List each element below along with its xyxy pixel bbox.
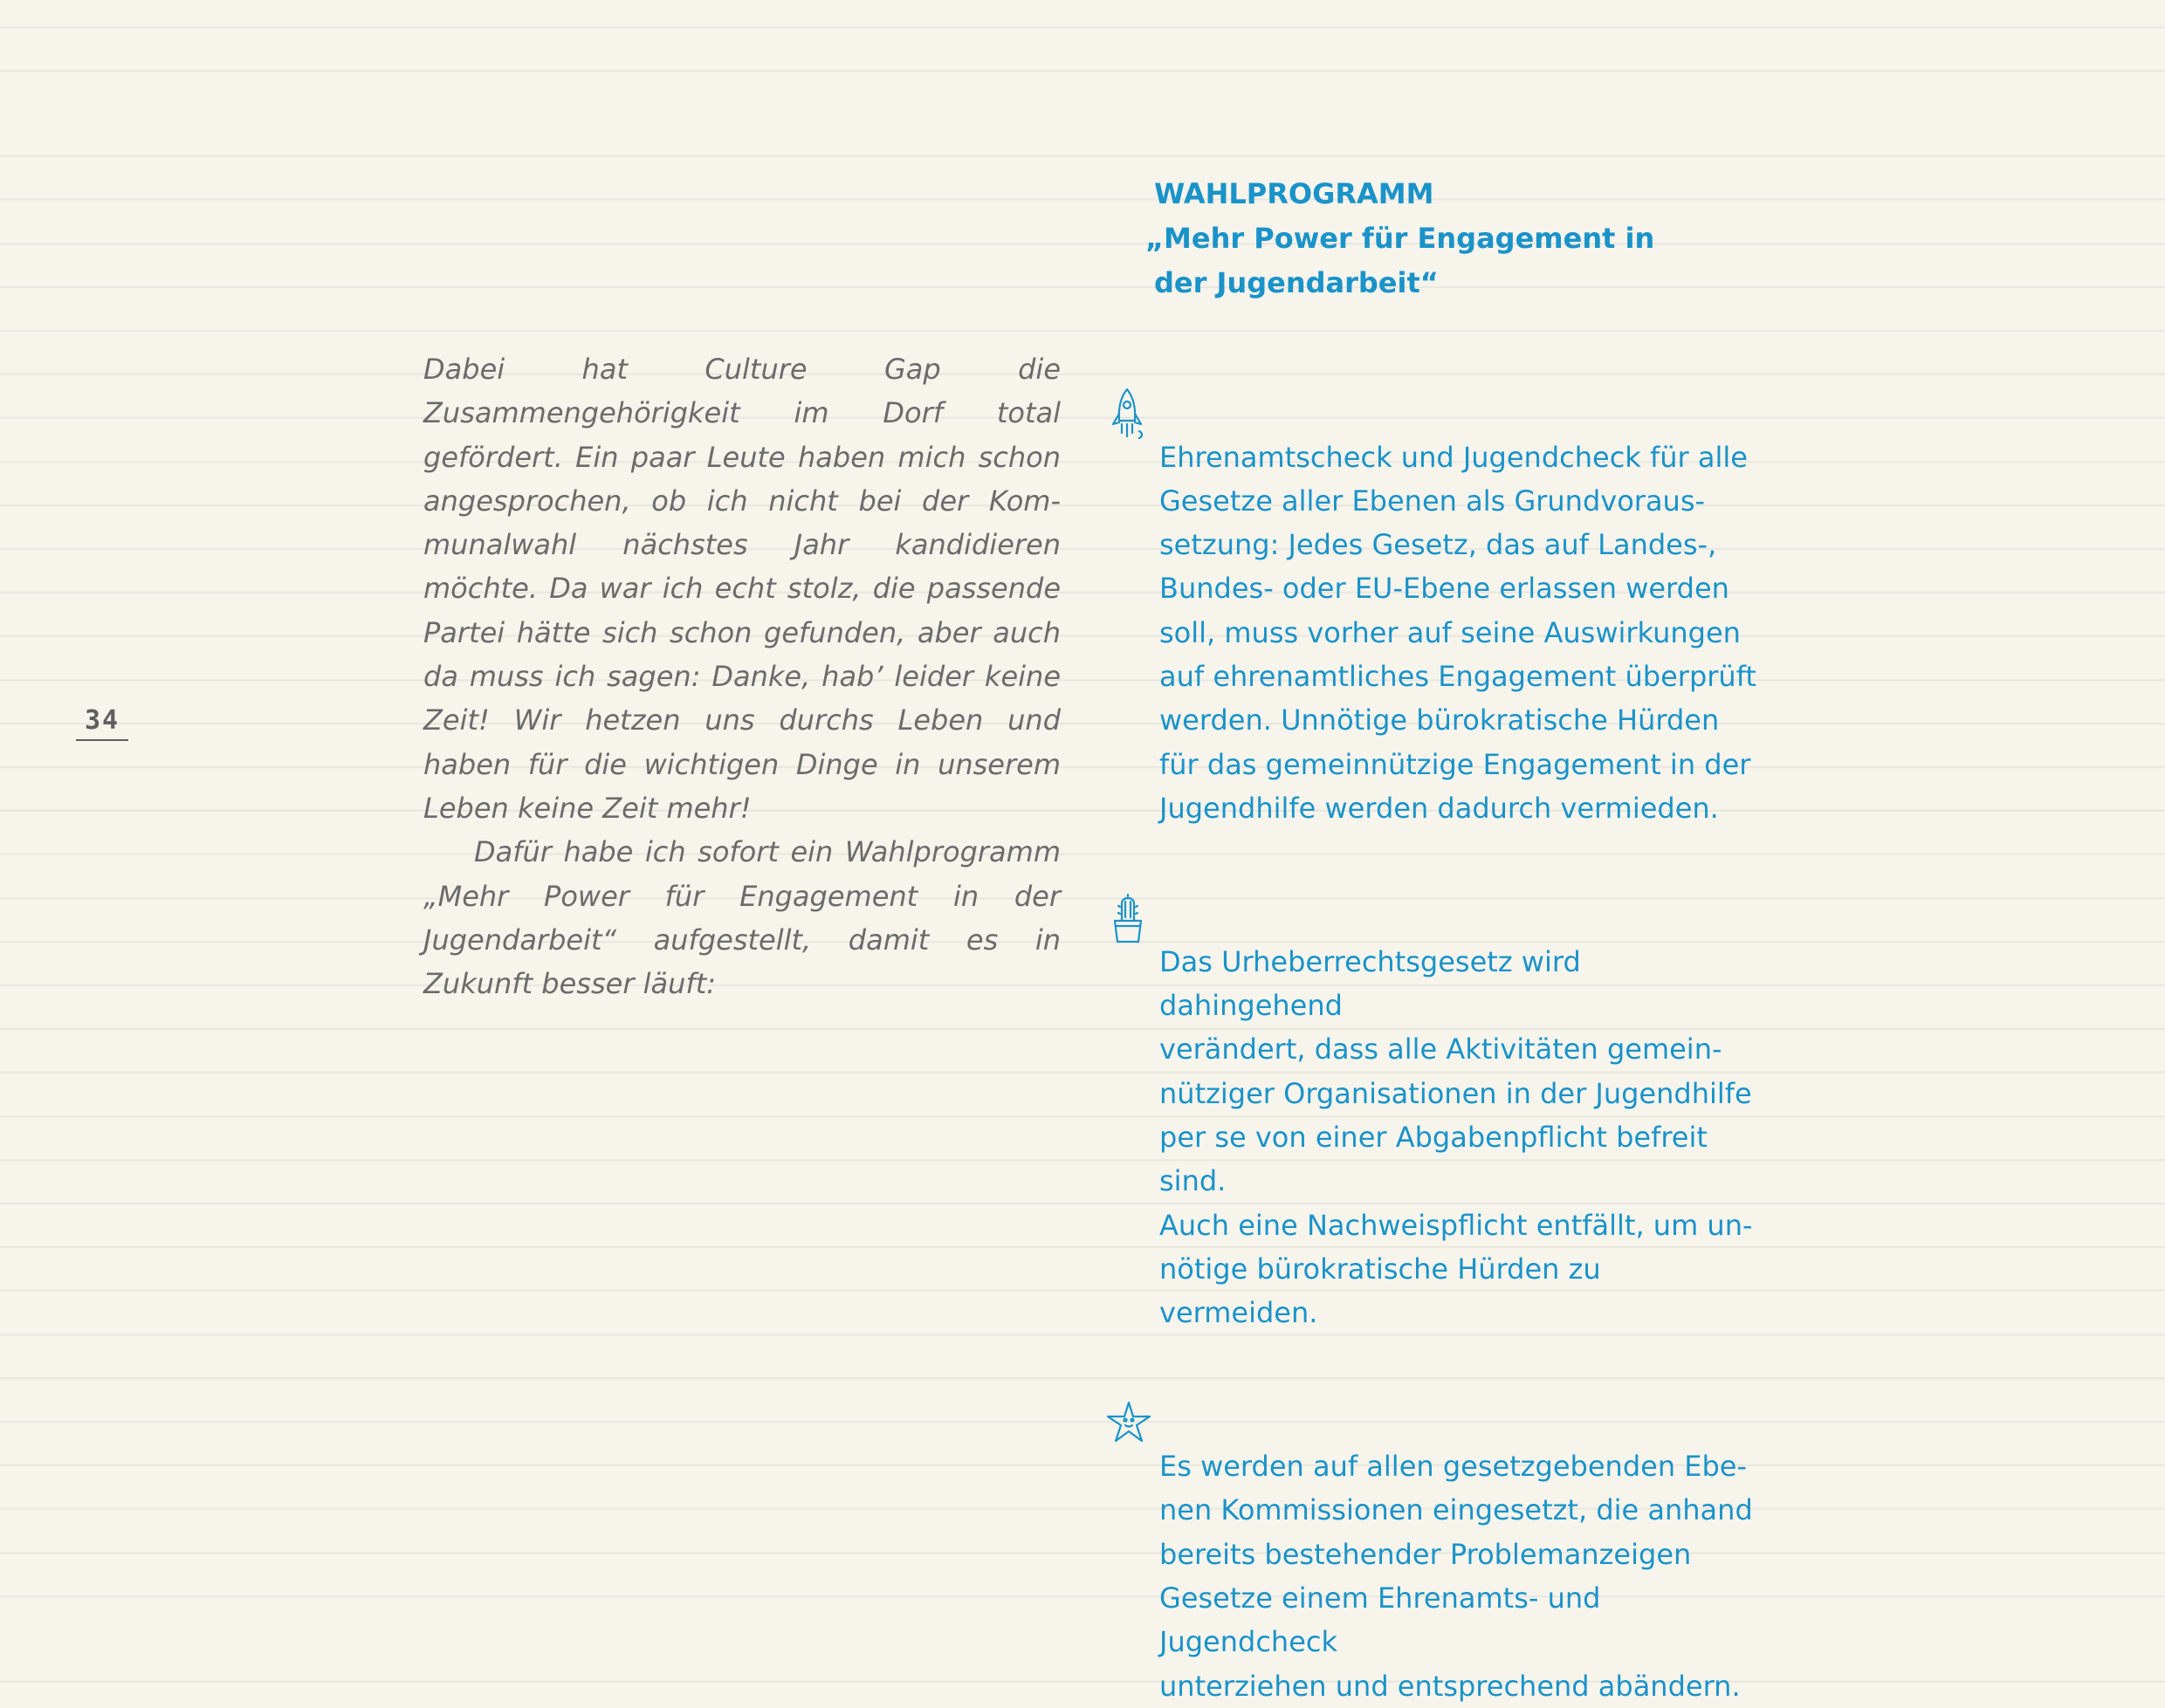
program-item-text: Das Urheberrechtsgesetz wird dahingehend verändert, dass alle Aktivitäten gemein- nütziger Organisationen in der Jugendhilfe per se von einer Abgabenpflicht befreit sind. Auch eine Nachweispflicht entfällt, um un- nötige bürokratische Hürden zu vermeiden. [1159,944,1753,1330]
program-title-line-1: „Mehr Power für Engagement in [1145,222,1655,255]
star-icon [1104,1352,1153,1408]
page-number: 34 [76,705,128,741]
program-title [1145,172,1695,305]
program-heading: WAHLPROGRAMM [1154,177,1434,210]
program-item-text: Ehrenamtscheck und Jugendcheck für alle Gesetze aller Ebenen als Grundvoraus- setzung: Jedes Gesetz, das auf Landes-, Bundes- oder EU-Ebene erlassen werden soll, muss vorher auf seine Auswirkungen auf ehrenamtliches Engagement überprüft werden. Unnötige bürokratische Hürden für das gemeinnützige Engagement in der Jugendhilfe werden dadurch vermieden. [1159,440,1756,825]
program-list [1104,347,1768,1708]
program-item-text: Es werden auf allen gesetzgebenden Ebe- nen Kommissionen eingesetzt, die anhand bereits bestehender Problemanzeigen Gesetze einem Ehrenamts- und Jugendcheck unterziehen und entsprechend abändern. [1159,1450,1753,1703]
program-item [1104,347,1768,830]
program-title-line-2: der Jugendarbeit“ [1154,266,1439,299]
rocket-icon [1104,342,1153,398]
program-item [1104,852,1768,1334]
story-text [423,347,1061,1005]
program-item [1104,1357,1768,1708]
cactus-pot-icon [1104,847,1153,902]
story-paragraph-2: Dafür habe ich sofort ein Wahlprogramm „Mehr Power für Engagement in der Jugendarbeit“ aufgestellt, damit es in Zukunft besser läuft: [423,835,1061,1001]
story-paragraph-1: Dabei hat Culture Gap die Zusammengehörigkeit im Dorf total gefördert. Ein paar Leute haben mich schon angesprochen, ob ich nicht bei der Kommunalwahl nächstes Jahr kandidieren möchte. Da war ich echt stolz, die passende Partei hätte sich schon gefunden, aber auch da muss ich sagen: Danke, hab’ leider keine Zeit! Wir hetzen uns durchs Leben und haben für die wichtigen Dinge in unserem Leben keine Zeit mehr! [423,353,1061,825]
